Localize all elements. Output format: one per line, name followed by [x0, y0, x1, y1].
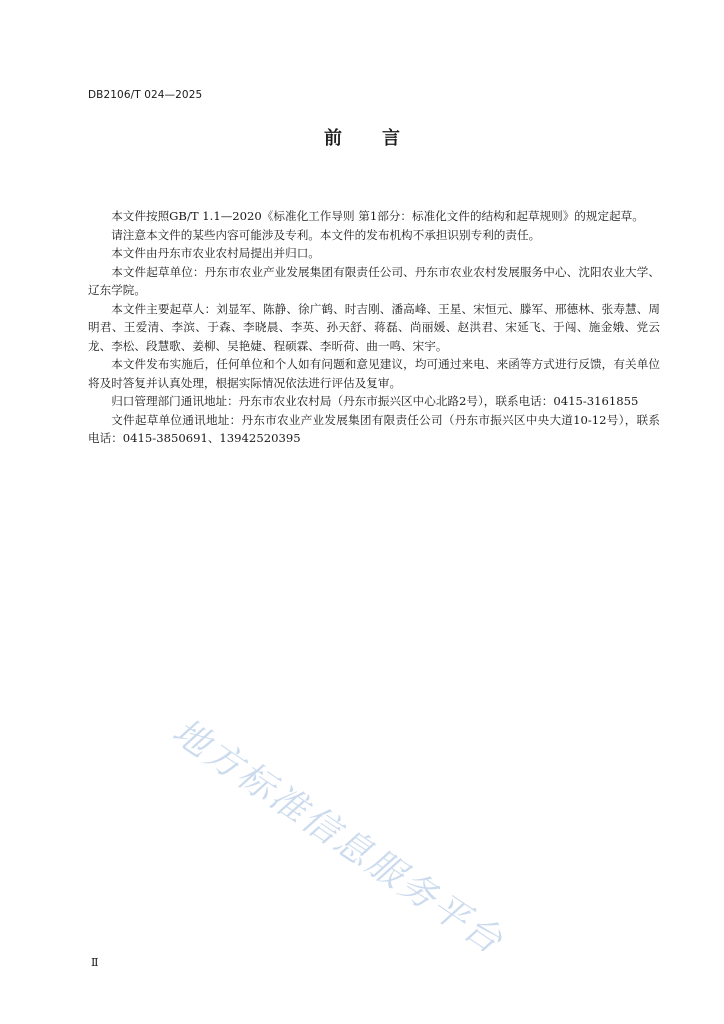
paragraph-proposer: 本文件由丹东市农业农村局提出并归口。	[111, 246, 320, 260]
document-code: DB2106/T 024—2025	[88, 89, 203, 101]
watermark: 地方标准信息服务平台	[164, 710, 512, 964]
paragraph-feedback: 本文件发布实施后，任何单位和个人如有问题和意见建议，均可通过来电、来函等方式进行反馈，有关单位将及时答复并认真处理，根据实际情况依法进行评估及复审。	[88, 357, 660, 390]
paragraph-admin-address: 归口管理部门通讯地址：丹东市农业农村局（丹东市振兴区中心北路2号），联系电话：0415-3161855	[111, 394, 639, 408]
foreword-body	[88, 207, 660, 448]
paragraph-drafting-units: 本文件起草单位：丹东市农业产业发展集团有限责任公司、丹东市农业农村发展服务中心、沈阳农业大学、辽东学院。	[88, 264, 660, 297]
paragraph-drafters: 本文件主要起草人：刘显军、陈静、徐广鹤、时吉刚、潘高峰、王星、宋恒元、滕军、邢德林、张寿慧、周明君、王爱清、李滨、于森、李晓晨、李英、孙天舒、蒋磊、尚丽媛、赵洪君、宋延飞、于闯、施金娥、党云龙、李松、段慧歌、姜柳、吴艳婕、程硕霖、李昕荷、曲一鸣、宋宇。	[88, 301, 660, 353]
paragraph-drafting-rules: 本文件按照GB/T 1.1—2020《标准化工作导则 第1部分：标准化文件的结构和起草规则》的规定起草。	[111, 209, 644, 223]
page-number: Ⅱ	[91, 956, 99, 969]
page-title: 前言	[324, 128, 440, 149]
paragraph-patent-notice: 请注意本文件的某些内容可能涉及专利。本文件的发布机构不承担识别专利的责任。	[111, 227, 541, 242]
paragraph-drafter-address: 文件起草单位通讯地址：丹东市农业产业发展集团有限责任公司（丹东市振兴区中央大道10-12号），联系电话：0415-3850691、13942520395	[88, 412, 660, 445]
